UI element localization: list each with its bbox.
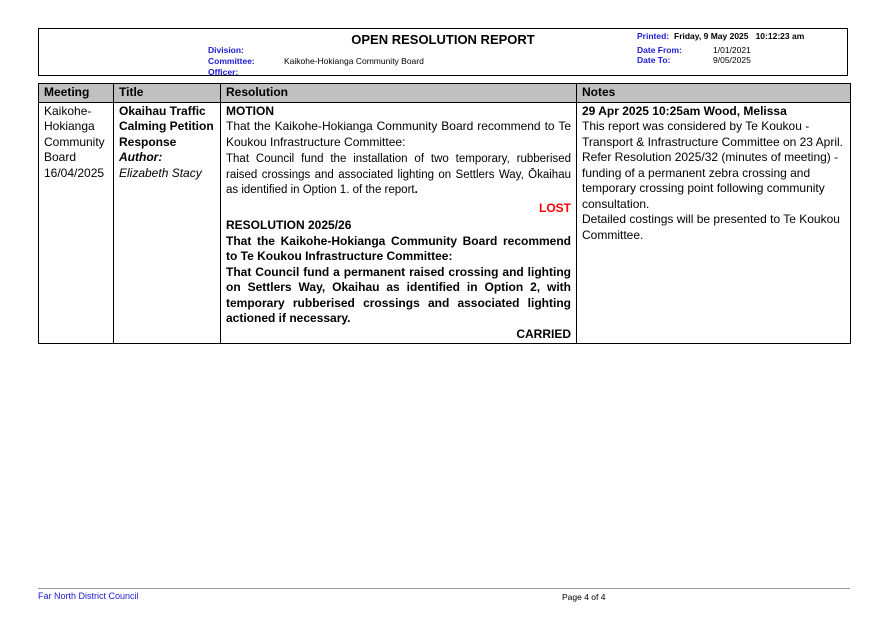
footer-organisation: Far North District Council — [38, 591, 139, 601]
motion-text-end: . — [414, 184, 418, 196]
meeting-line: Community — [44, 134, 105, 149]
date-from-value: 1/01/2021 — [713, 45, 751, 55]
committee-value: Kaikohe-Hokianga Community Board — [284, 56, 424, 66]
notes-text: This report was considered by Te Koukou - Transport & Infrastructure Committee on 23 April. Refer Resolution 2025/32 (minutes of meeting) - funding of a permanent zebra crossing and temporary crossing point following community consultation. — [582, 119, 843, 211]
motion-text — [226, 152, 571, 199]
printed-label: Printed: — [637, 31, 670, 41]
officer-label: Officer: — [208, 67, 239, 77]
resolution-outcome: CARRIED — [516, 326, 571, 341]
motion-text-body: That Council fund the installation of two temporary, rubberised raised crossings and associated lighting on Settlers Way, Ōkaihau as identified in Option 1. of the report — [226, 153, 571, 196]
motion-text: That the Kaikohe-Hokianga Community Board recommend to Te Koukou Infrastructure Committee: — [226, 119, 571, 149]
motion-outcome: LOST — [539, 200, 571, 215]
resolution-heading: RESOLUTION 2025/26 — [226, 218, 352, 232]
author-label: Author: — [119, 150, 163, 164]
meeting-line: Kaikohe- — [44, 103, 92, 118]
notes-cell — [577, 102, 851, 344]
item-title: Okaihau Traffic Calming Petition Response — [119, 103, 214, 149]
page-number: Page 4 of 4 — [562, 592, 606, 602]
report-title: OPEN RESOLUTION REPORT — [351, 32, 535, 47]
meeting-line: Board — [44, 150, 77, 164]
footer-divider — [38, 588, 850, 589]
date-to-value: 9/05/2025 — [713, 55, 751, 65]
notes-text: Detailed costings will be presented to Te Koukou Committee. — [582, 212, 840, 242]
column-header-meeting: Meeting — [39, 84, 114, 103]
column-header-resolution: Resolution — [221, 84, 577, 103]
date-to-label: Date To: — [637, 55, 671, 65]
table-header-row — [39, 84, 851, 103]
column-header-title: Title — [114, 84, 221, 103]
resolution-text: That Council fund a permanent raised crossing and lighting on Settlers Way, Okaihau as identified in Option 2, with temporary rubberised crossings and associated lighting actioned if necessary. — [226, 264, 571, 325]
committee-label: Committee: — [208, 56, 255, 66]
report-header — [38, 28, 848, 76]
division-label: Division: — [208, 45, 244, 55]
printed-value: Friday, 9 May 2025 10:12:23 am — [674, 31, 805, 41]
author-name: Elizabeth Stacy — [119, 165, 202, 180]
meeting-line: Hokianga — [44, 119, 95, 133]
meeting-date: 16/04/2025 — [44, 165, 105, 180]
resolution-cell — [221, 102, 577, 344]
resolution-table — [38, 83, 851, 344]
notes-heading: 29 Apr 2025 10:25am Wood, Melissa — [582, 103, 787, 118]
table-row — [39, 102, 851, 344]
column-header-notes: Notes — [577, 84, 851, 103]
motion-heading: MOTION — [226, 103, 274, 118]
title-cell — [114, 102, 221, 344]
author — [119, 150, 215, 181]
date-from-label: Date From: — [637, 45, 682, 55]
meeting-cell — [39, 102, 114, 344]
resolution-text: That the Kaikohe-Hokianga Community Board recommend to Te Koukou Infrastructure Committee: — [226, 233, 571, 263]
